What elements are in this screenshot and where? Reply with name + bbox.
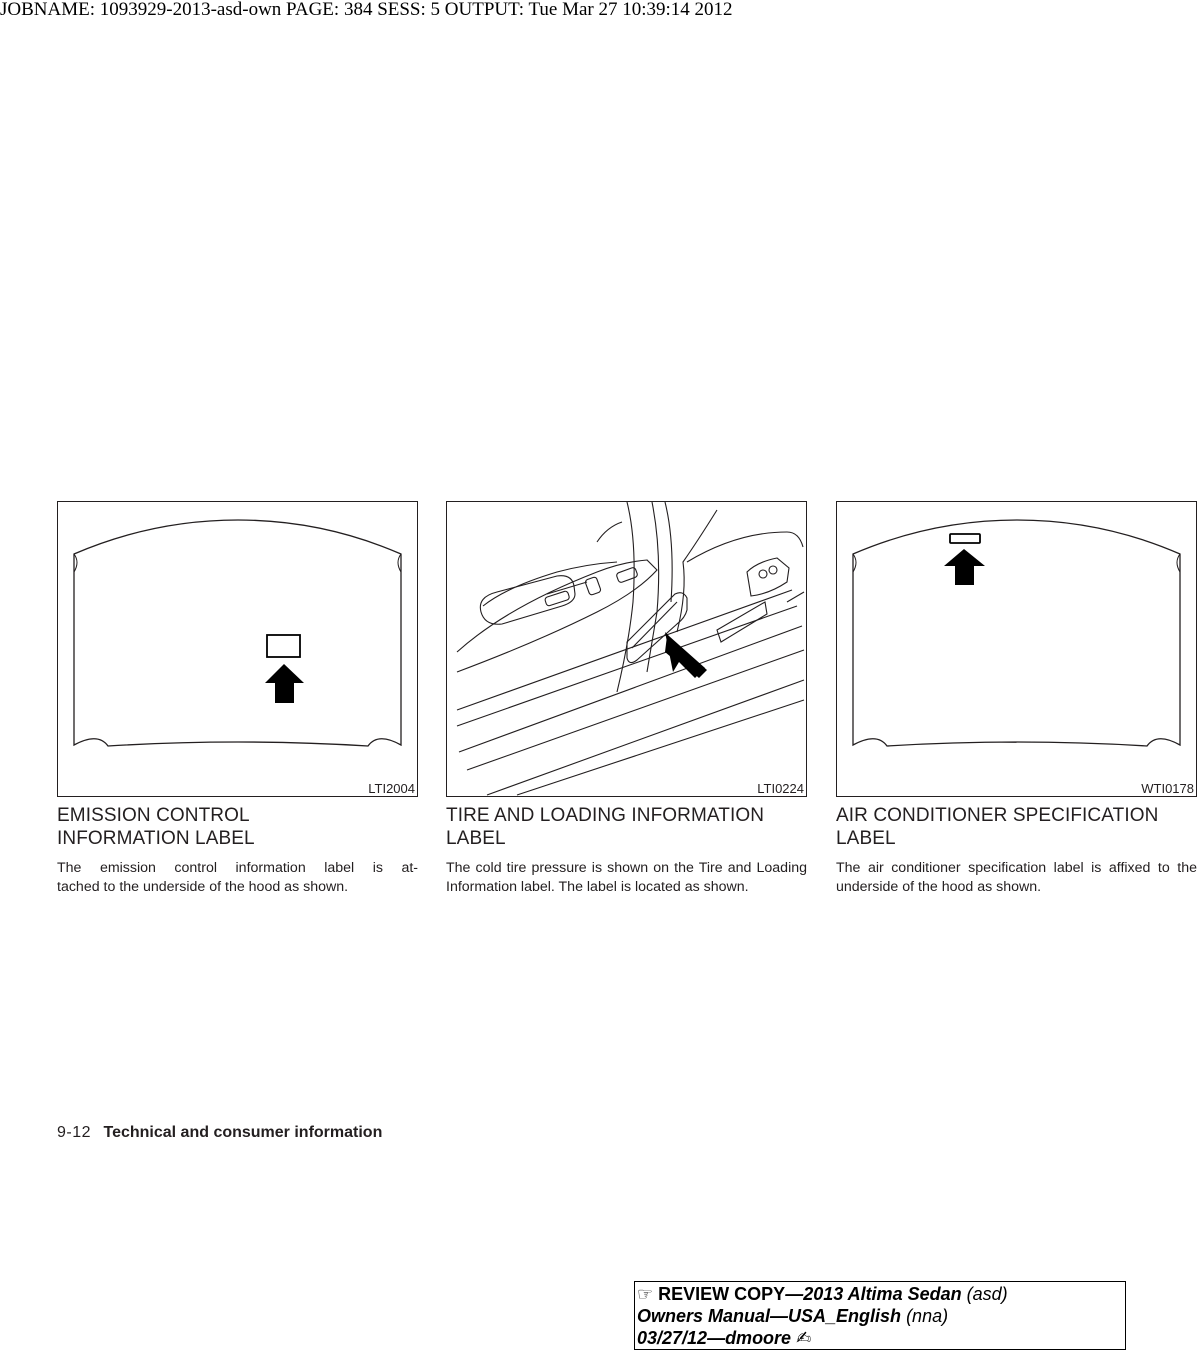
seat-knob (585, 576, 602, 595)
door-switch-panel (747, 558, 789, 596)
pointing-hand-icon: ☞ (637, 1284, 654, 1304)
sill-line (467, 650, 804, 770)
hood-illustration (837, 502, 1196, 796)
review-line-1: ☞ REVIEW COPY—2013 Altima Sedan (asd) (637, 1284, 1008, 1304)
section-body: The air conditioner specification label is affixed to the underside of the hood as shown. (836, 860, 1197, 895)
arrow-up-icon (944, 549, 985, 585)
section-body: The emission control information label is at- tached to the underside of the hood as shown. (57, 860, 418, 895)
section-heading: TIRE AND LOADING INFORMATION LABEL (446, 805, 765, 849)
section-title: Technical and consumer information (103, 1124, 383, 1141)
section-heading: AIR CONDITIONER SPECIFICATION LABEL (836, 805, 1159, 849)
job-header: JOBNAME: 1093929-2013-asd-own PAGE: 384 SESS: 5 OUTPUT: Tue Mar 27 10:39:14 2012 (0, 0, 733, 20)
figure-hood-ac (836, 501, 1197, 797)
sill-line (459, 626, 802, 752)
page-footer (57, 1124, 382, 1142)
writing-hand-icon: ✍ (796, 1328, 812, 1348)
review-copy-box (634, 1281, 1126, 1350)
door-frame (687, 532, 803, 562)
door-edge (787, 592, 804, 602)
section-heading: EMISSION CONTROL INFORMATION LABEL (57, 805, 255, 849)
figure-code: LTI0224 (757, 781, 804, 796)
hood-outline (853, 520, 1180, 746)
sill-line (457, 590, 792, 710)
pillar-edge (617, 502, 634, 692)
page-number: 9-12 (57, 1124, 92, 1141)
figure-code: WTI0178 (1141, 781, 1194, 796)
seat-knob (616, 567, 638, 583)
door-pillar-illustration (447, 502, 806, 796)
sill-line (457, 606, 797, 726)
sill-line (487, 680, 804, 795)
ac-label-marker (950, 534, 980, 543)
emission-label-marker (267, 635, 300, 657)
pillar-edge (665, 502, 672, 602)
arrow-up-icon (265, 664, 304, 703)
panel-ac-label (836, 501, 1197, 897)
door-switch (769, 566, 777, 574)
section-body: The cold tire pressure is shown on the Tire and Loading Information label. The label is located as shown. (446, 860, 807, 895)
figure-code: LTI2004 (368, 781, 415, 796)
door-frame (597, 522, 622, 542)
hood-illustration (58, 502, 417, 796)
hood-outline (74, 520, 401, 746)
seat-edge (483, 562, 617, 606)
figure-hood-emission (57, 501, 418, 797)
review-line-3: 03/27/12—dmoore ✍ (637, 1328, 812, 1348)
seat-lever-panel (480, 576, 575, 625)
review-line-2: Owners Manual—USA_English (nna) (637, 1306, 949, 1326)
panel-tire-label (446, 501, 807, 897)
door-frame (677, 510, 717, 632)
pillar-edge (647, 502, 659, 672)
arrow-icon-body (665, 632, 705, 678)
panel-emission-label (57, 501, 418, 897)
figure-door-sill (446, 501, 807, 797)
door-switch (759, 570, 767, 578)
